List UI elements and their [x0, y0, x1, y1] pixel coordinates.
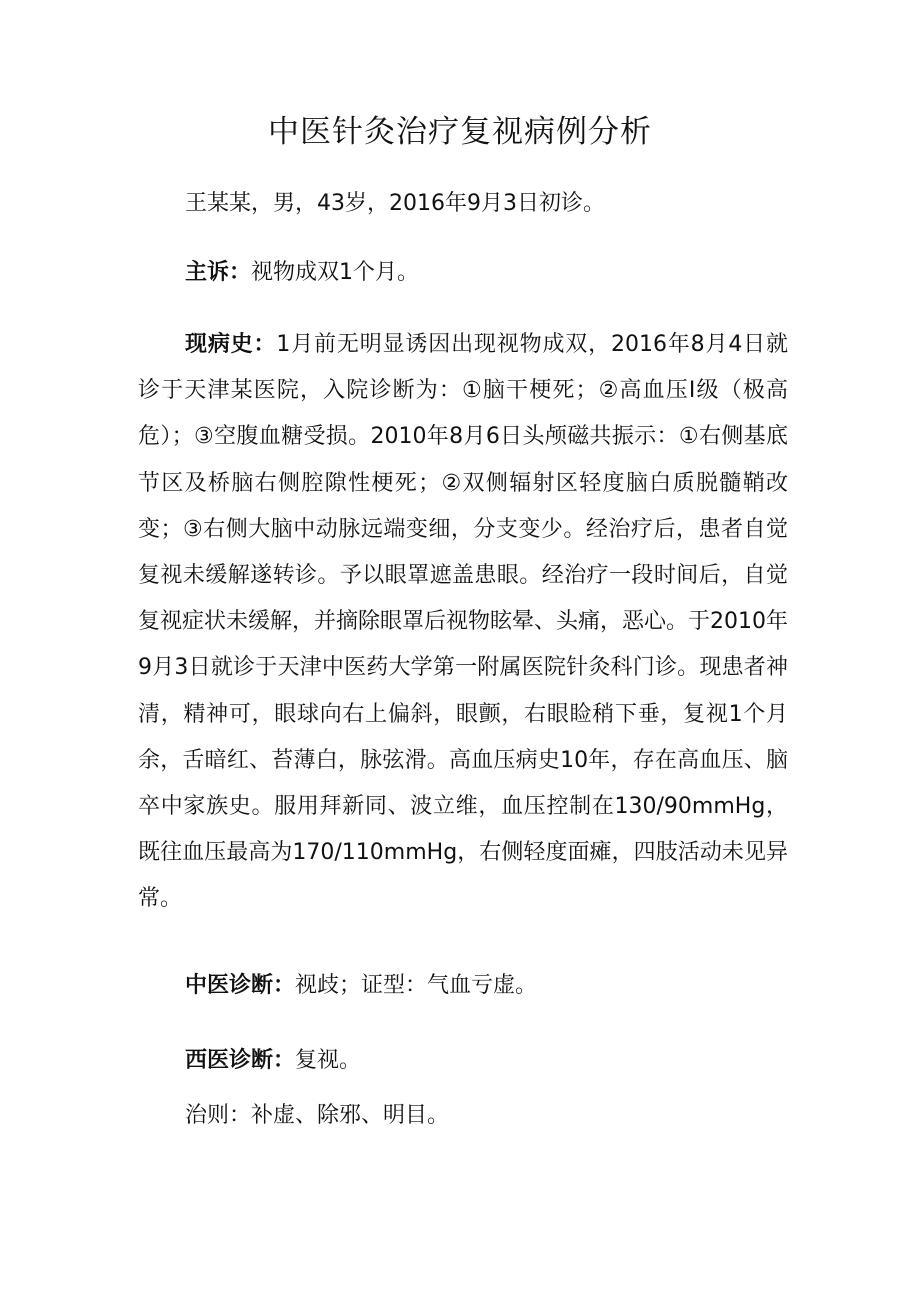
chief-complaint-label: 主诉：	[185, 260, 252, 285]
western-diagnosis-paragraph	[185, 1043, 361, 1079]
western-diagnosis-label: 西医诊断：	[185, 1048, 296, 1073]
tcm-diagnosis-paragraph	[185, 968, 537, 1004]
western-diagnosis-text: 复视。	[295, 1048, 362, 1073]
present-history-paragraph	[138, 322, 788, 923]
tcm-diagnosis-text: 视歧；证型：气血亏虚。	[295, 973, 538, 998]
document-title: 中医针灸治疗复视病例分析	[268, 114, 652, 150]
chief-complaint-paragraph	[185, 255, 419, 291]
treatment-principle-line: 治则：补虚、除邪、明目。	[185, 1103, 450, 1128]
patient-info-line: 王某某，男，43岁，2016年9月3日初诊。	[185, 191, 605, 216]
chief-complaint-text: 视物成双1个月。	[251, 260, 420, 285]
present-history-label: 现病史：	[185, 332, 277, 357]
present-history-text: 1月前无明显诱因出现视物成双，2016年8月4日就诊于天津某医院，入院诊断为：①脑干梗死；②高血压Ⅰ级（极高危）；③空腹血糖受损。2010年8月6日头颅磁共振示：①右侧基底节区及桥脑右侧腔隙性梗死；②双侧辐射区轻度脑白质脱髓鞘改变；③右侧大脑中动脉远端变细，分支变少。经治疗后，患者自觉复视未缓解遂转诊。予以眼罩遮盖患眼。经治疗一段时间后，自觉复视症状未缓解，并摘除眼罩后视物眩晕、头痛，恶心。于2010年9月3日就诊于天津中医药大学第一附属医院针灸科门诊。现患者神清，精神可，眼球向右上偏斜，眼颤，右眼睑稍下垂，复视1个月余，舌暗红、苔薄白，脉弦滑。高血压病史10年，存在高血压、脑卒中家族史。服用拜新同、波立维，血压控制在130/90mmHg，既往血压最高为170/110mmHg，右侧轻度面瘫，四肢活动未见异常。	[138, 332, 788, 912]
tcm-diagnosis-label: 中医诊断：	[185, 973, 296, 998]
